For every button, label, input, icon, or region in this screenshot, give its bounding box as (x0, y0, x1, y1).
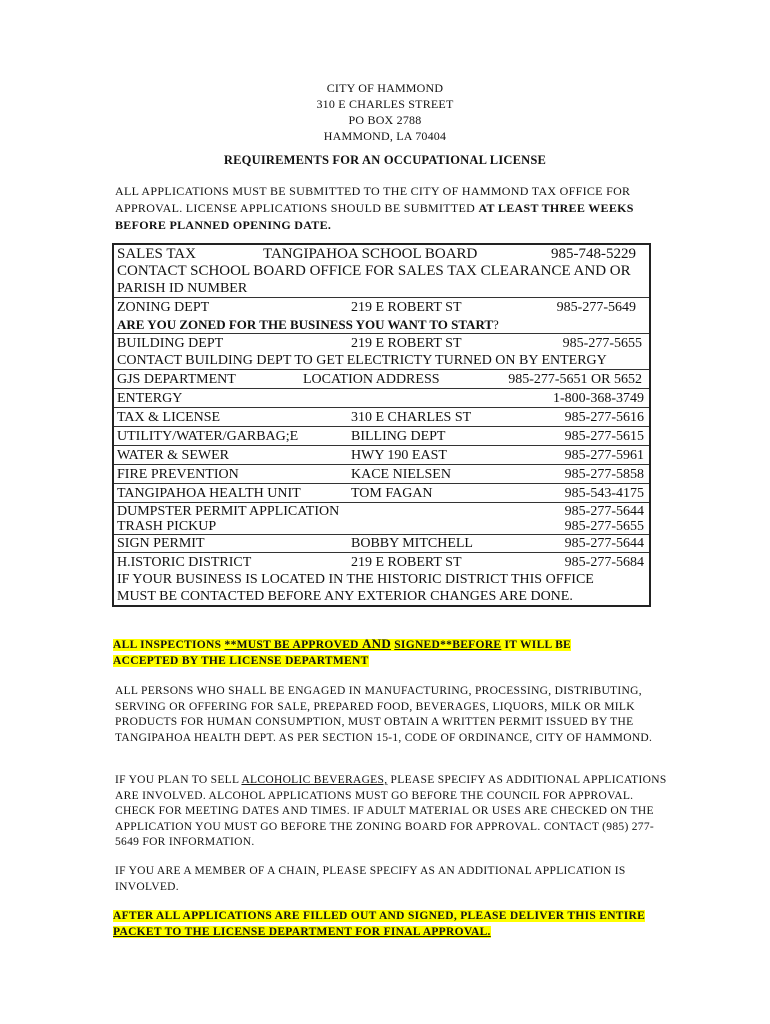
and-word: AND (361, 636, 392, 651)
dept-phone: 985-748-5229 (551, 246, 636, 262)
dept-location: 219 E ROBERT ST (351, 300, 462, 315)
inspections-line-2: ACCEPTED BY THE LICENSE DEPARTMENT (113, 655, 369, 667)
row-health-unit (114, 484, 649, 503)
row-building (114, 334, 649, 370)
po-box: PO BOX 2788 (348, 113, 422, 127)
dept-phone: 985-277-5644 (564, 504, 644, 519)
dept-location: BILLING DEPT (351, 429, 446, 444)
row-zoning (114, 298, 649, 334)
contacts-table (112, 243, 651, 607)
inspections-line-1 (113, 636, 572, 651)
dept-name: BUILDING DEPT (117, 336, 224, 351)
inspections-lead: ALL INSPECTIONS (113, 639, 225, 651)
dept-phone: 985-277-5655 (564, 519, 644, 534)
dept-phone: 985-277-5651 OR 5652 (508, 372, 642, 387)
dept-location: KACE NIELSEN (351, 467, 451, 482)
alcoholic-beverages: ALCOHOLIC BEVERAGES, (241, 774, 388, 786)
dept-location: 310 E CHARLES ST (351, 410, 472, 425)
dept-name: TAX & LICENSE (117, 410, 221, 425)
dept-note: PARISH ID NUMBER (117, 281, 248, 296)
signed-before: SIGNED**BEFORE (394, 639, 502, 651)
alcohol-rest: PLEASE SPECIFY AS ADDITIONAL APPLICATIONS ARE INVOLVED. ALCOHOL APPLICATIONS MUST GO BEFORE THE COUNCIL FOR APPROVAL. CHECK FOR MEETING DATES AND TIMES. IF ADULT MATERIAL OR USES ARE CHECKED ON THE APPLICATION YOU MUST GO BEFORE THE ZONING BOARD FOR APPROVAL. CONTACT (985) 277-5649 FOR INFORMATION. (115, 774, 667, 848)
dept-location: TANGIPAHOA SCHOOL BOARD (263, 246, 478, 262)
inspections-notice (113, 636, 633, 669)
alcohol-lead: IF YOU PLAN TO SELL (115, 774, 242, 786)
chain-paragraph: IF YOU ARE A MEMBER OF A CHAIN, PLEASE SPECIFY AS AN ADDITIONAL APPLICATION IS INVOLVED. (115, 865, 626, 893)
dept-note: MUST BE CONTACTED BEFORE ANY EXTERIOR CHANGES ARE DONE. (117, 589, 573, 604)
city-state-zip: HAMMOND, LA 70404 (323, 129, 447, 143)
intro-paragraph (115, 183, 660, 234)
dept-location: TOM FAGAN (351, 486, 433, 501)
dept-phone: 985-277-5644 (564, 536, 644, 551)
final-line-1: AFTER ALL APPLICATIONS ARE FILLED OUT AND SIGNED, PLEASE DELIVER THIS ENTIRE (113, 910, 646, 922)
alcohol-paragraph (115, 773, 675, 851)
question-mark: ? (493, 317, 499, 332)
dept-phone: 985-543-4175 (564, 486, 644, 501)
dept-location: LOCATION ADDRESS (303, 372, 440, 387)
dept-note: CONTACT SCHOOL BOARD OFFICE FOR SALES TAX CLEARANCE AND OR (117, 263, 631, 279)
row-tax-license (114, 408, 649, 427)
dept-name: TRASH PICKUP (117, 519, 217, 534)
dept-phone: 985-277-5615 (564, 429, 644, 444)
page-title: REQUIREMENTS FOR AN OCCUPATIONAL LICENSE (223, 153, 547, 167)
dept-note (117, 316, 499, 333)
dept-name: UTILITY/WATER/GARBAG;E (117, 429, 299, 444)
row-historic (114, 553, 649, 605)
dept-phone: 985-277-5684 (564, 555, 644, 570)
dept-location: HWY 190 EAST (351, 448, 447, 463)
final-instructions (113, 908, 653, 940)
dept-name: ENTERGY (117, 391, 183, 406)
zoning-question: ARE YOU ZONED FOR THE BUSINESS YOU WANT TO START (117, 317, 494, 332)
health-permit-paragraph: ALL PERSONS WHO SHALL BE ENGAGED IN MANUFACTURING, PROCESSING, DISTRIBUTING, SERVING OR OFFERING FOR SALE, PREPARED FOOD, BEVERAGES, LIQUORS, MILK OR MILK PRODUCTS FOR HUMAN CONSUMPTION, MUST OBTAIN A WRITTEN PERMIT ISSUED BY THE TANGIPAHOA HEALTH DEPT. AS PER SECTION 15-1, CODE OF ORDINANCE, CITY OF HAMMOND. (115, 685, 653, 744)
dept-name: SIGN PERMIT (117, 536, 205, 551)
dept-note: CONTACT BUILDING DEPT TO GET ELECTRICTY TURNED ON BY ENTERGY (117, 353, 607, 368)
row-gjs (114, 370, 649, 389)
dept-location: 219 E ROBERT ST (351, 336, 462, 351)
dept-name: GJS DEPARTMENT (117, 372, 236, 387)
letterhead (0, 80, 770, 144)
dept-location: 219 E ROBERT ST (351, 555, 462, 570)
dept-name: DUMPSTER PERMIT APPLICATION (117, 504, 340, 519)
dept-note: IF YOUR BUSINESS IS LOCATED IN THE HISTORIC DISTRICT THIS OFFICE (117, 572, 594, 587)
row-entergy (114, 389, 649, 408)
dept-name: WATER & SEWER (117, 448, 229, 463)
row-sales-tax (114, 245, 649, 298)
dept-name: TANGIPAHOA HEALTH UNIT (117, 486, 301, 501)
dept-phone: 985-277-5655 (562, 336, 642, 351)
dept-phone: 985-277-5961 (564, 448, 644, 463)
city-name: CITY OF HAMMOND (326, 81, 444, 95)
final-line-2: PACKET TO THE LICENSE DEPARTMENT FOR FINAL APPROVAL. (113, 926, 491, 938)
row-water-sewer (114, 446, 649, 465)
row-utility (114, 427, 649, 446)
dept-name: FIRE PREVENTION (117, 467, 239, 482)
intro-deadline: AT LEAST THREE WEEKS BEFORE PLANNED OPENING DATE. (115, 201, 634, 232)
dept-phone: 985-277-5858 (564, 467, 644, 482)
row-fire (114, 465, 649, 484)
intro-text: ALL APPLICATIONS MUST BE SUBMITTED TO THE CITY OF HAMMOND TAX OFFICE FOR APPROVAL. LICENSE APPLICATIONS SHOULD BE SUBMITTED (115, 184, 631, 215)
dept-phone: 1-800-368-3749 (553, 391, 644, 406)
dept-name: H.ISTORIC DISTRICT (117, 555, 252, 570)
row-dumpster-trash (114, 503, 649, 535)
dept-name: ZONING DEPT (117, 300, 210, 315)
row-sign-permit (114, 535, 649, 553)
dept-phone: 985-277-5616 (564, 410, 644, 425)
street-address: 310 E CHARLES STREET (316, 97, 454, 111)
must-be-approved: **MUST BE APPROVED (224, 639, 362, 651)
dept-phone: 985-277-5649 (556, 300, 636, 315)
dept-location: BOBBY MITCHELL (351, 536, 473, 551)
inspections-rest: IT WILL BE (501, 639, 572, 651)
dept-name: SALES TAX (117, 246, 196, 262)
